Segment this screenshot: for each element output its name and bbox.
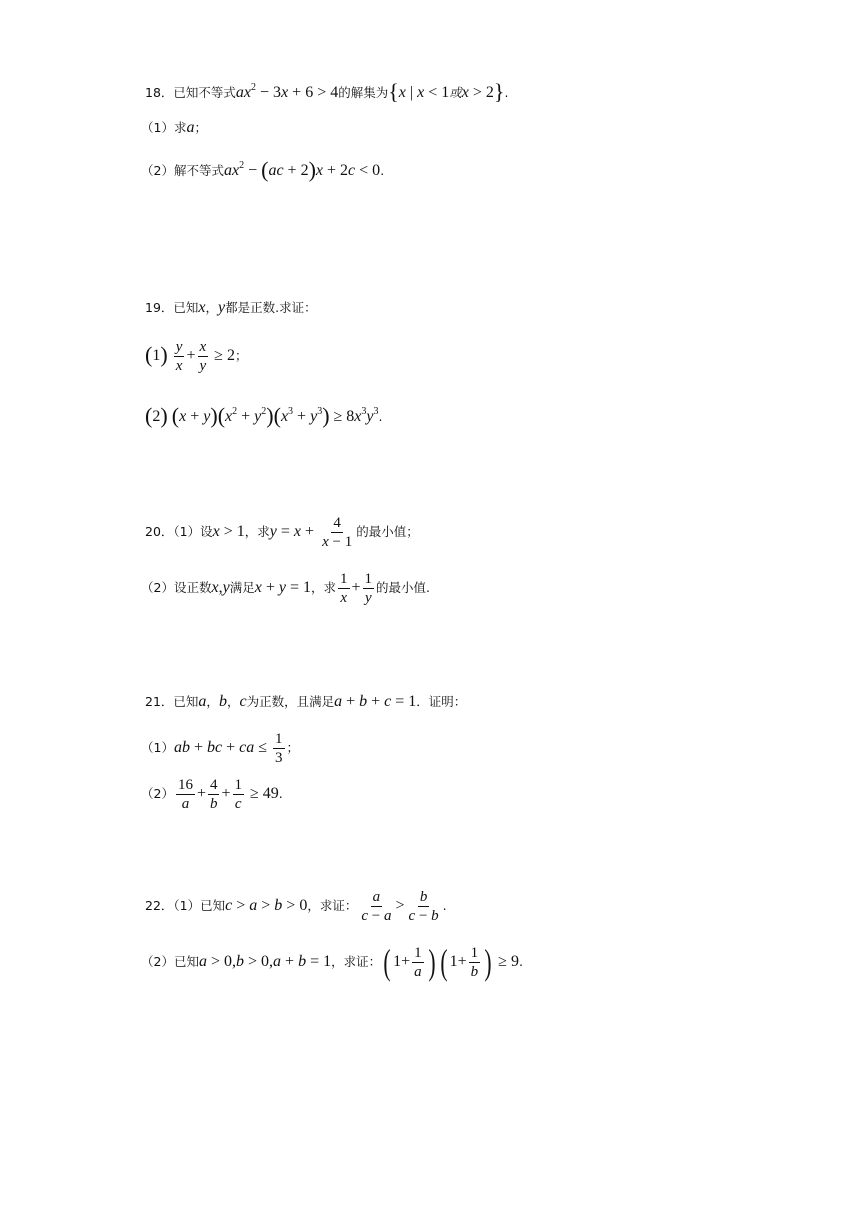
problem-21-part-1: （1）ab + bc + ca ≤ $\frac{1}{3}$ ； [141, 731, 300, 766]
problem-18-stem: 18．已知不等式$ax^2 - 3x + 6 > 4$的解集为{x | x < 1或x > 2}. [145, 79, 509, 104]
problem-19-part-1: (1) $\frac{y}{x}$ + $\frac{x}{y}$ ≥ 2； [145, 339, 248, 374]
problem-18-part-1: （1）求a； [141, 119, 207, 136]
problem-21-part-2: （2） $\frac{16}{a}$ + $\frac{4}{b}$ + $\frac{1}{c}$ ≥ 49. [141, 777, 283, 812]
problem-number: 22． [145, 898, 174, 913]
part-label: (1) [145, 342, 168, 367]
problem-19-stem: 19．已知x，y都是正数.求证： [145, 299, 317, 316]
solution-set: {x | x < 1或x > 2} [388, 79, 505, 104]
problem-21-stem: 21．已知a，b，c为正数，且满足a + b + c = 1．证明： [145, 693, 467, 710]
problem-20-part-1: 20．（1）设x > 1，求y = x + $\frac{4}{x - 1}$ 的最小值； [145, 515, 419, 550]
problem-number: 20． [145, 524, 174, 539]
problem-20-part-2: （2）设正数x,y满足x + y = 1，求 $\frac{1}{x}$ + $\frac{1}{y}$ 的最小值. [141, 571, 431, 606]
part-label: (2) [145, 403, 168, 428]
problem-number: 19． [145, 300, 174, 315]
problem-number: 18． [145, 85, 174, 100]
problem-22-part-2: （2）已知a > 0,b > 0,a + b = 1，求证：( 1+ $\frac{1}{a}$ ) ( 1+ $\frac{1}{b}$ ) ≥ 9. [141, 942, 523, 982]
problem-number: 21． [145, 694, 174, 709]
problem-19-part-2: (2) $(x + y)(x^2 + y^2)(x^3 + y^3) \ge 8x^3y^3$. [145, 403, 383, 428]
problem-18-part-2: （2）解不等式$ax^2 - (ac + 2)x + 2c < 0$. [141, 157, 385, 182]
problem-22-part-1: 22．（1）已知c > a > b > 0，求证： $\frac{a}{c - a}$ > $\frac{b}{c - b}$ . [145, 889, 447, 924]
inequality-expression: $ax^2 - 3x + 6 > 4$ [235, 82, 339, 101]
